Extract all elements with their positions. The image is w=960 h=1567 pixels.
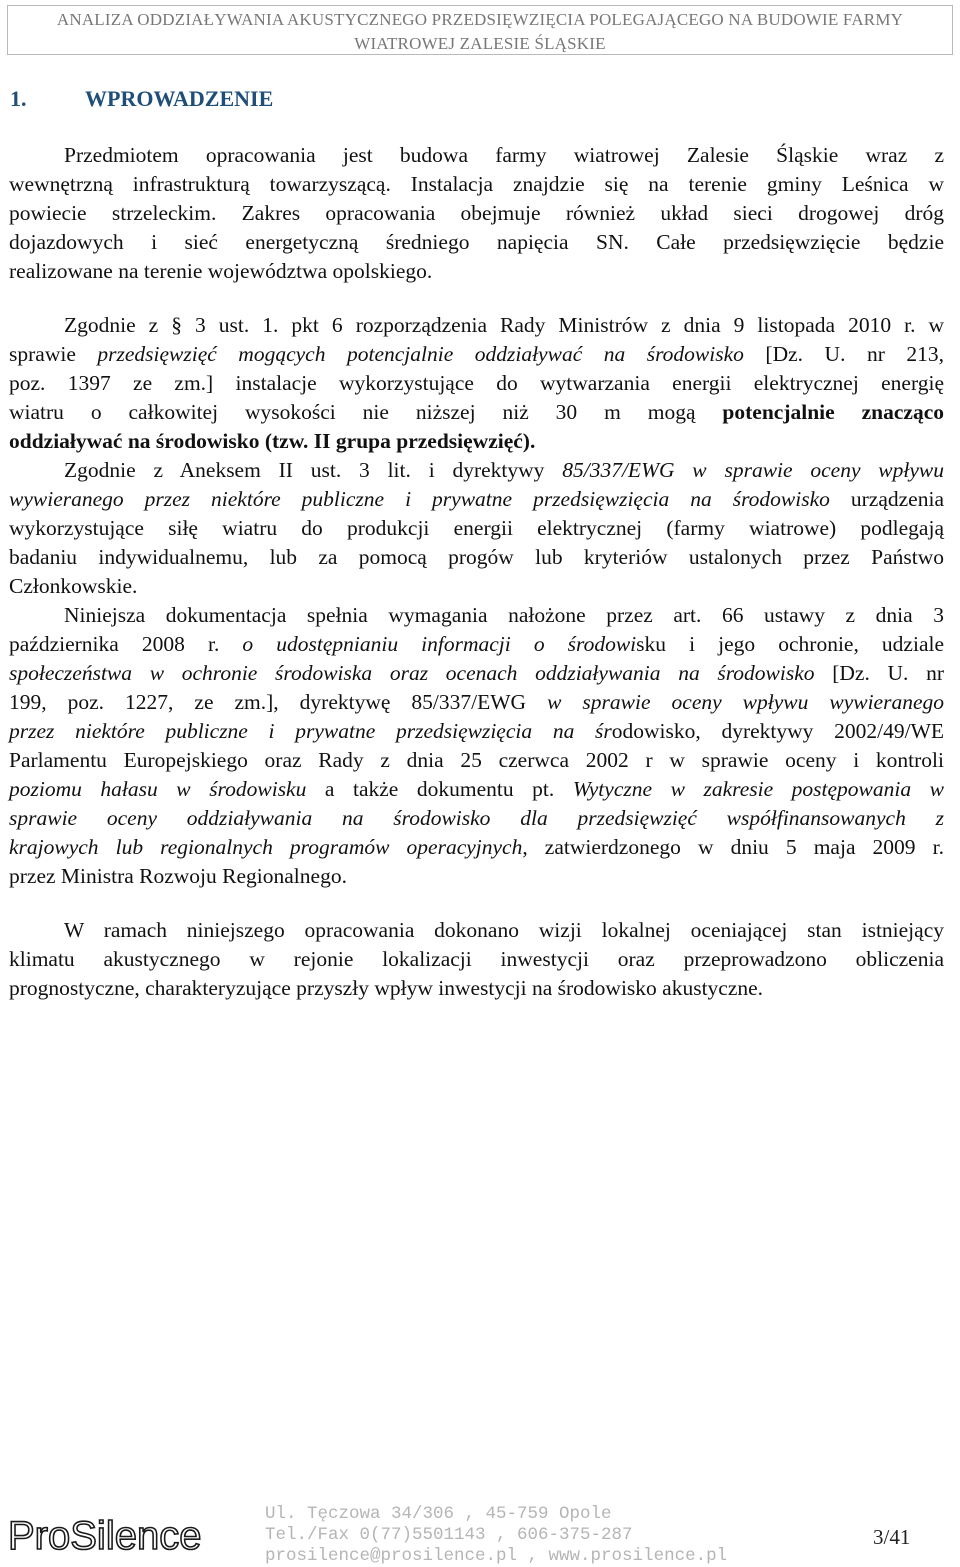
p4-line-2 bbox=[9, 630, 944, 659]
p4-line-3-b: [Dz. U. nr bbox=[814, 661, 944, 685]
p4-line-7-b: a także dokumentu pt. bbox=[306, 777, 573, 801]
p3-line-1-a: Zgodnie z Aneksem II ust. 3 lit. i dyrektywy bbox=[64, 458, 563, 482]
p3-line-4: badaniu indywidualnemu, lub za pomocą progów lub kryteriów ustalonych przez Państwo bbox=[9, 545, 944, 569]
p2-line-2 bbox=[9, 340, 944, 369]
prosilence-logo bbox=[8, 1513, 248, 1557]
p2-line-5: oddziaływać na środowisko (tzw. II grupa przedsięwzięć). bbox=[9, 429, 536, 453]
p4-line-7 bbox=[9, 775, 944, 804]
header-line-2: WIATROWEJ ZALESIE ŚLĄSKIE bbox=[354, 34, 606, 53]
footer-phone: Tel./Fax 0(77)5501143 , 606-375-287 bbox=[265, 1525, 633, 1545]
logo-text: ProSilence bbox=[8, 1514, 202, 1557]
p1-line-2: wewnętrzną infrastrukturą towarzyszącą. Instalacja znajdzie się na terenie gminy Leśnica w bbox=[9, 172, 944, 196]
p4-line-9-italic: krajowych lub regionalnych programów operacyjnych bbox=[9, 835, 523, 859]
p4-line-9 bbox=[9, 833, 944, 862]
section-title: WPROWADZENIE bbox=[85, 86, 274, 111]
p2-line-1: Zgodnie z § 3 ust. 1. pkt 6 rozporządzenia Rady Ministrów z dnia 9 listopada 2010 r. w bbox=[64, 313, 944, 337]
p4-line-3-italic: społeczeństwa w ochronie środowiska oraz ocenach oddziaływania na środowisko bbox=[9, 661, 815, 685]
p4-line-8: sprawie oceny oddziaływania na środowisko dla przedsięwzięć współfinansowanych z bbox=[9, 806, 944, 830]
p2-line-2-italic: przedsięwzięć mogących potencjalnie oddziaływać na środowisko bbox=[97, 342, 744, 366]
p3-line-5: Członkowskie. bbox=[9, 574, 138, 598]
p2-line-4-a: wiatru o całkowitej wysokości nie niższej niż 30 m mogą bbox=[9, 400, 723, 424]
p4-line-4-a: 199, poz. 1227, ze zm.], dyrektywę 85/337/EWG bbox=[9, 690, 548, 714]
footer-address: Ul. Tęczowa 34/306 , 45-759 Opole bbox=[265, 1504, 612, 1524]
p3-line-2 bbox=[9, 485, 944, 514]
header-line-1: ANALIZA ODDZIAŁYWANIA AKUSTYCZNEGO PRZEDSIĘWZIĘCIA POLEGAJĄCEGO NA BUDOWIE FARMY bbox=[56, 10, 904, 29]
p4-line-1: Niniejsza dokumentacja spełnia wymagania nałożone przez art. 66 ustawy z dnia 3 bbox=[64, 603, 944, 627]
p4-line-5-b: odowisko, dyrektywy 2002/49/WE bbox=[611, 719, 944, 743]
p3-line-1-italic: 85/337/EWG w sprawie oceny wpływu bbox=[562, 458, 944, 482]
section-heading bbox=[10, 86, 273, 112]
p1-line-3: powiecie strzeleckim. Zakres opracowania obejmuje również układ sieci drogowej dróg bbox=[9, 201, 944, 225]
p1-line-4: dojazdowych i sieć energetyczną średniego napięcia SN. Całe przedsięwzięcie będzie bbox=[9, 230, 944, 254]
p4-line-3 bbox=[9, 659, 944, 688]
p4-line-2-c: sku i jego ochronie, udziale bbox=[636, 632, 944, 656]
section-number: 1. bbox=[10, 86, 27, 111]
p2-line-3: poz. 1397 ze zm.] instalacje wykorzystujące do wytwarzania energii elektrycznej energię bbox=[9, 371, 944, 395]
p4-line-6: Parlamentu Europejskiego oraz Rady z dnia 25 czerwca 2002 r w sprawie oceny i kontroli bbox=[9, 748, 944, 772]
footer-web: prosilence@prosilence.pl , www.prosilence.pl bbox=[265, 1546, 728, 1566]
p1-line-5: realizowane na terenie województwa opolskiego. bbox=[9, 259, 433, 283]
p4-line-7-italic-c: Wytyczne w zakresie postępowania w bbox=[572, 777, 944, 801]
p5-line-1: W ramach niniejszego opracowania dokonano wizji lokalnej oceniającej stan istniejący bbox=[64, 918, 944, 942]
p4-line-2-italic: o udostępnianiu informacji o środowi bbox=[242, 632, 637, 656]
p4-line-5-italic: przez niektóre publiczne i prywatne przedsięwzięcia na śr bbox=[9, 719, 612, 743]
p4-line-10: przez Ministra Rozwoju Regionalnego. bbox=[9, 864, 347, 888]
p5-line-3: prognostyczne, charakteryzujące przyszły wpływ inwestycji na środowisko akustyczne. bbox=[9, 976, 764, 1000]
footer-contact bbox=[265, 1504, 727, 1567]
p4-line-7-italic-a: poziomu hałasu w środowisku bbox=[9, 777, 307, 801]
p2-line-4 bbox=[9, 398, 944, 427]
p4-line-2-a: października 2008 r. bbox=[9, 632, 243, 656]
p2-line-2-c: [Dz. U. nr 213, bbox=[743, 342, 944, 366]
p3-line-1 bbox=[64, 456, 944, 485]
p3-line-3: wykorzystujące siłę wiatru do produkcji energii elektrycznej (farmy wiatrowe) podlegają bbox=[9, 516, 944, 540]
p4-line-9-b: , zatwierdzonego w dniu 5 maja 2009 r. bbox=[522, 835, 944, 859]
p3-line-2-italic: wywieranego przez niektóre publiczne i prywatne przedsięwzięcia na środowisko bbox=[9, 487, 830, 511]
p5-line-2: klimatu akustycznego w rejonie lokalizacji inwestycji oraz przeprowadzono obliczenia bbox=[9, 947, 944, 971]
p2-line-2-a: sprawie bbox=[9, 342, 98, 366]
p2-line-4-bold: potencjalnie znacząco bbox=[722, 400, 944, 424]
p3-line-2-b: urządzenia bbox=[829, 487, 944, 511]
running-header bbox=[7, 5, 953, 55]
p4-line-5 bbox=[9, 717, 944, 746]
page-number: 3/41 bbox=[873, 1525, 911, 1549]
p4-line-4-italic: w sprawie oceny wpływu wywieranego bbox=[547, 690, 945, 714]
p1-line-1: Przedmiotem opracowania jest budowa farmy wiatrowej Zalesie Śląskie wraz z bbox=[64, 143, 944, 167]
p4-line-4 bbox=[9, 688, 944, 717]
